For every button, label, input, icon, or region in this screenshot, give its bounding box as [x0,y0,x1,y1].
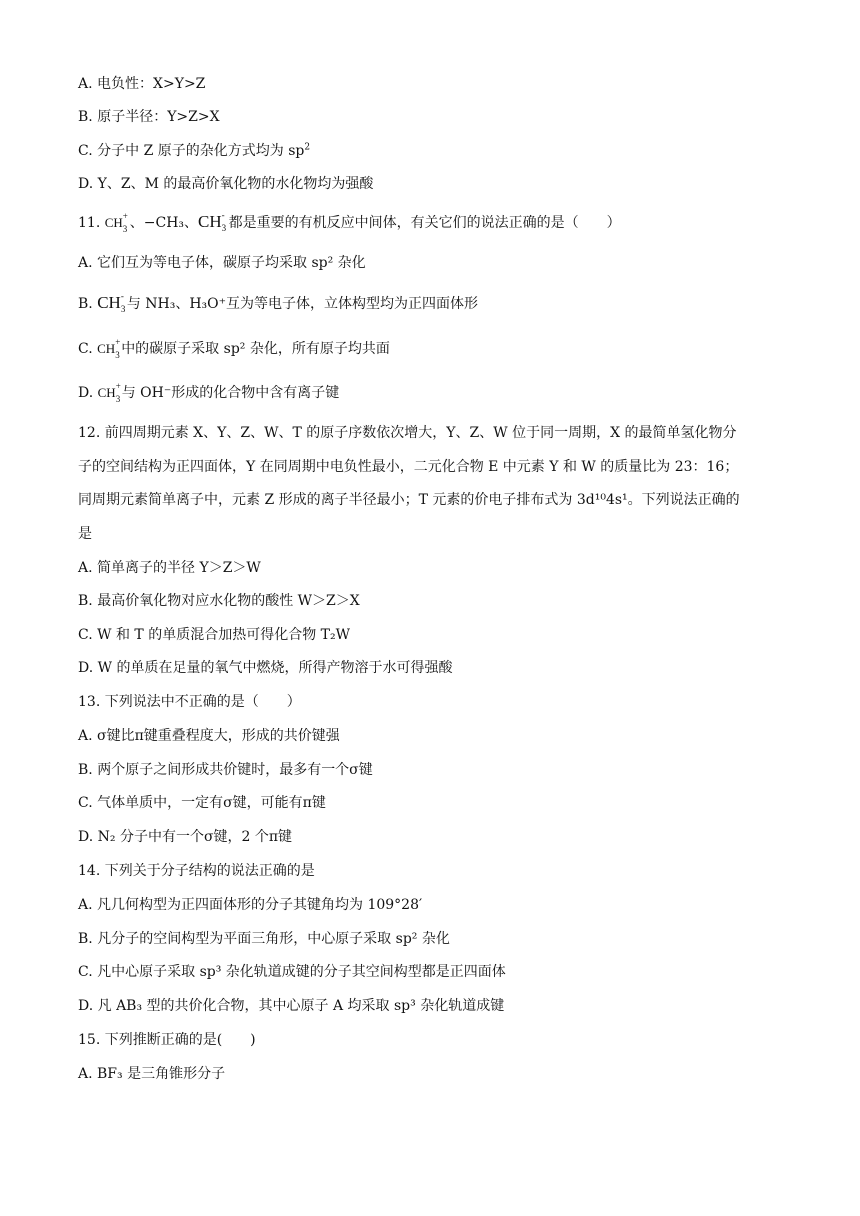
methyl-anion: CH - 3 [97,291,126,314]
q12-option-b: B. 最高价氧化物对应水化物的酸性 W＞Z＞X [78,593,360,609]
q13-option-a: A. σ键比π键重叠程度大，形成的共价键强 [78,728,340,744]
methyl-cation: CH + 3 [97,381,121,404]
q11-option-d [78,383,339,404]
q10-option-a: A. 电负性：X>Y>Z [78,76,206,92]
q10-option-b: B. 原子半径：Y>Z>X [78,109,220,125]
methyl-anion: CH - 3 [198,210,227,233]
q14-option-b: B. 凡分子的空间构型为平面三角形，中心原子采取 sp² 杂化 [78,931,450,947]
q11-option-d-label: D. [78,385,94,401]
q10-option-c [78,141,310,161]
q14-option-d: D. 凡 AB₃ 型的共价化合物，其中心原子 A 均采取 sp³ 杂化轨道成键 [78,998,505,1014]
q10-option-c-sup: 2 [304,142,311,153]
q11-option-b-text: 与 NH₃、H₃O⁺互为等电子体，立体构型均为正四面体形 [126,296,479,312]
q14-stem: 14. 下列关于分子结构的说法正确的是 [78,863,315,879]
q11-option-c-label: C. [78,341,93,357]
q13-option-c: C. 气体单质中，一定有σ键，可能有π键 [78,795,326,811]
q13-option-b: B. 两个原子之间形成共价键时，最多有一个σ键 [78,762,373,778]
q14-option-a: A. 凡几何构型为正四面体形的分子其键角均为 109°28′ [78,897,423,913]
q15-option-a: A. BF₃ 是三角锥形分子 [78,1066,226,1082]
q13-option-d: D. N₂ 分子中有一个σ键，2 个π键 [78,829,293,845]
q10-option-d: D. Y、Z、M 的最高价氧化物的水化物均为强酸 [78,176,374,192]
methyl-cation: CH + 3 [97,337,121,360]
q11-stem [78,212,621,234]
q11-number: 11. [78,215,101,231]
q11-option-c-text: 中的碳原子采取 sp² 杂化，所有原子均共面 [121,341,390,357]
q12-stem-line-4: 是 [78,526,92,542]
methyl-cation: CH + 3 [104,211,128,234]
q12-stem-line-1: 12. 前四周期元素 X、Y、Z、W、T 的原子序数依次增大，Y、Z、W 位于同一周期，X 的最简单氢化物分 [78,425,737,441]
q12-option-a: A. 简单离子的半径 Y＞Z＞W [78,560,261,576]
q13-stem: 13. 下列说法中不正确的是（ ） [78,694,301,710]
q12-option-c: C. W 和 T 的单质混合加热可得化合物 T₂W [78,627,350,643]
q11-option-a: A. 它们互为等电子体，碳原子均采取 sp² 杂化 [78,255,366,271]
q11-option-b [78,293,478,315]
q12-option-d: D. W 的单质在足量的氧气中燃烧，所得产物溶于水可得强酸 [78,660,453,676]
q15-stem: 15. 下列推断正确的是( ) [78,1032,256,1048]
q12-stem-line-3: 同周期元素简单离子中，元素 Z 形成的离子半径最小；T 元素的价电子排布式为 3d¹⁰4s¹。下列说法正确的 [78,492,740,508]
q10-option-c-text: C. 分子中 Z 原子的杂化方式均为 sp [78,143,305,159]
q11-mid: 、−CH₃、 [129,215,199,231]
q11-stem-tail: 都是重要的有机反应中间体，有关它们的说法正确的是（ ） [228,215,621,231]
q11-option-b-label: B. [78,296,93,312]
q11-option-c [78,339,390,360]
q12-stem-line-2: 子的空间结构为正四面体，Y 在同周期中电负性最小，二元化合物 E 中元素 Y 和 W 的质量比为 23：16； [78,459,739,475]
q14-option-c: C. 凡中心原子采取 sp³ 杂化轨道成键的分子其空间构型都是正四面体 [78,964,506,980]
q11-option-d-text: 与 OH⁻形成的化合物中含有离子键 [121,385,340,401]
